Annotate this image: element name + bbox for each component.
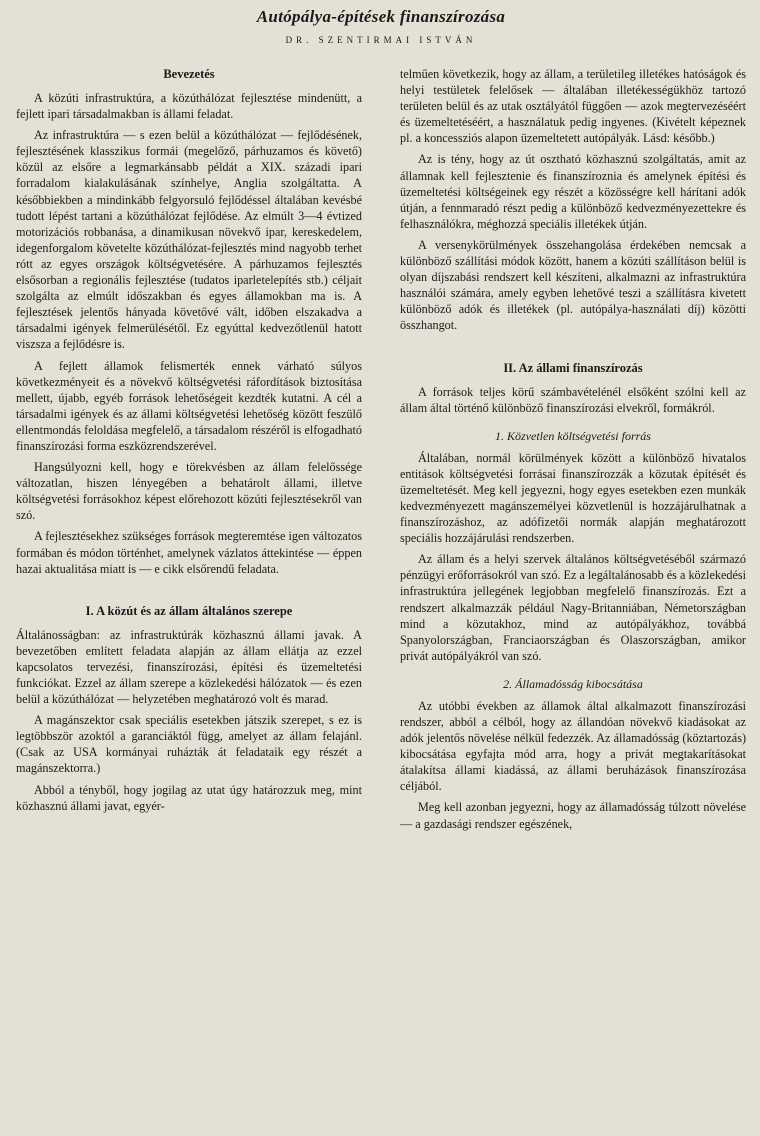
right-column xyxy=(400,66,746,832)
paragraph: telműen következik, hogy az állam, a területileg illetékes hatóságok és helyi testületek felelősek — általában illetékességükhöz tartozó területen belül és az utak osztályától függően — azok megtervezéséért és üzemeltetéséért, a használatuk pedig ingyenes. (Kivételt képeznek pl. a koncessziós alapon üzemeltetett autópályák. Lásd: később.) xyxy=(400,67,746,146)
article-columns xyxy=(16,66,746,832)
subheading-2: 2. Államadósság kibocsátása xyxy=(503,676,643,691)
article-title: Autópálya-építések finanszírozása xyxy=(256,7,506,26)
paragraph: Az utóbbi években az államok által alkalmazott finanszírozási rendszer, abból a célból, hogy az állandóan növekvő kiadásokat az adók jelentős növelése nélkül fedezzék. Az államadósság (köztartozás) kibocsátása egyfajta mód arra, hogy a privát megtakarításokat átalakítsa állami kiadássá, az állami beruházások finanszírozása céljából. xyxy=(400,698,746,794)
paragraph: Az infrastruktúra — s ezen belül a közúthálózat — fejlődésének, fejlesztésének klasszikus formái (megelőző, párhuzamos és követő) közül az elsőre a legmarkánsabb példát a XIX. századi ipari forradalom kialakulásának színhelye, Anglia szolgáltatta. A későbbiekben a mindinkább felgyorsuló fejlődéssel általában kevésbé tudott lépést tartani a közúthálózat fejlődése. Az elmúlt 3—4 évtized motorizációs robbanása, a dinamikusan növekvő ipar, kereskedelem, idegenforgalom követelte közúthálózat-fejlesztés mind nagyobb terhet rótt az egyes országok költségvetésére. A párhuzamos fejlesztés elsősorban a regionális fejlesztése (tudatos iparletelepítés stb.) céljait szolgálta az elmúlt időszakban és egyes államokban ma is. A fejlesztések jelentős hányada követővé vált, időben elszakadva a társadalmi igények felmerülésétől. Ez egyúttal kedvezőtlenül hatott viszsza a fejlődésre is. xyxy=(16,128,362,352)
heading-section-1: I. A közút és az állam általános szerepe xyxy=(85,603,293,618)
heading-section-2: II. Az állami finanszírozás xyxy=(503,360,643,375)
paragraph: Abból a tényből, hogy jogilag az utat úgy határozzuk meg, mint közhasznú állami javat, egyér- xyxy=(16,782,362,813)
paragraph: Az is tény, hogy az út osztható közhasznú szolgáltatás, amit az államnak kell fejlesztenie és finanszíroznia és amelynek építési és üzemeltetési költségeinek egy részét a közösségre kell hárítani adók útján, a fennmaradó részt pedig a különböző kedvezményezettekre és felhasználókra, méghozzá speciális illetékek útján. xyxy=(400,152,746,231)
paragraph: Meg kell azonban jegyezni, hogy az államadósság túlzott növelése — a gazdasági rendszer egészének, xyxy=(400,800,746,831)
paragraph: A magánszektor csak speciális esetekben játszik szerepet, s ez is legtöbbször azoktól a garanciáktól függ, amelyet az állam felajánl. (Csak az USA kormányai ruházták át feladataik egy részét a magánszektorra.) xyxy=(16,713,362,776)
paragraph: Általában, normál körülmények között a különböző hivatalos entitások költségvetési forrásai finanszírozzák a közutak építését és üzemeltetését. Meg kell jegyezni, hogy egyes esetekben ezen munkák kedvezményezett magánszemélyei közvetlenül is hozzájárulhatnak a finanszírozáshoz, az adófizetői normák alapján meghatározott speciális hozzájárulási rendszerben. xyxy=(400,450,746,546)
paragraph: A közúti infrastruktúra, a közúthálózat fejlesztése mindenütt, a fejlett ipari társadalmakban is állami feladat. xyxy=(16,91,362,122)
paragraph: A források teljes körű számbavételénél elsőként szólni kell az állam által történő különböző finanszírozási elvekről, formákról. xyxy=(400,384,746,415)
left-column xyxy=(16,66,362,832)
article-author: DR. SZENTIRMAI ISTVÁN xyxy=(285,35,477,45)
paragraph: Általánosságban: az infrastruktúrák közhasznú állami javak. A bevezetőben említett feladata alapján az állam ellátja az ezzel kapcsolatos tervezési, finanszírozási, építési és üzemeltetési funkciókat. Ezzel az állam szerepe a közlekedési hálózatok — és ezen belül a közúthálózat — helyzetében meghatározó volt és marad. xyxy=(16,627,362,707)
paragraph: Hangsúlyozni kell, hogy e törekvésben az állam felelőssége változatlan, hiszen lényegében a behatárolt állami, illetve költségvetési forrásokhoz képest előrehozott közúti fejlesztésekről van szó. xyxy=(16,460,362,523)
heading-intro: Bevezetés xyxy=(163,67,215,81)
paragraph: A fejlesztésekhez szükséges források megteremtése igen változatos formában és módon történhet, amelynek vázlatos áttekintése — éppen hazai aktualitása miatt is — e cikk elsőrendű feladata. xyxy=(16,529,362,576)
paragraph: Az állam és a helyi szervek általános költségvetéséből származó pénzügyi erőforrásokról van szó. Ez a legáltalánosabb és a közlekedési infrastruktúra jellegének legjobban megfelelő finanszírozás. Ezt a rendszert alkalmazzák például Nagy-Britanniában, Németországban mind a közutakhoz, mind az autópályákhoz, továbbá Spanyolországban, Franciaországban és Olaszországban, amikor privát autópályákról van szó. xyxy=(400,552,746,663)
paragraph: A fejlett államok felismerték ennek várható súlyos következményeit és a növekvő költségvetési ráfordítások biztosítása mellett, újabb, egyéb források lehetőségeit kezdték kutatni. A cél a társadalmi igények és az állami költségvetési lehetőség között feszülő ellentmondás feloldása megfelelő, a társadalom részéről is elfogadható finanszírozási forma eszközrendszerével. xyxy=(16,358,362,453)
subheading-1: 1. Közvetlen költségvetési forrás xyxy=(495,428,651,443)
paragraph: A versenykörülmények összehangolása érdekében nemcsak a különböző szállítási módok között, hanem a közúti szállításon belül is olyan díjszabási rendszert kell készíteni, alkalmazni az infrastruktúra használói számára, amely egyben lehetővé teszi a szállításra kivetett különböző adók és illetékek (pl. autópálya-használati díj) közötti összhangot. xyxy=(400,237,746,333)
